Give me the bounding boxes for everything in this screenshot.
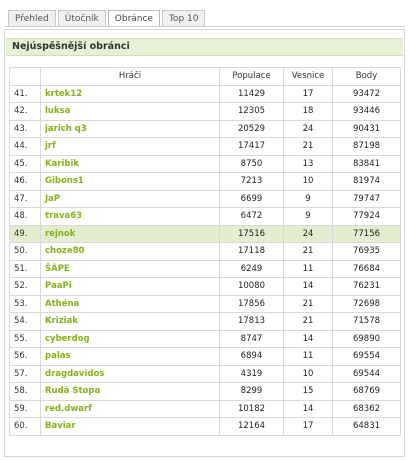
villages-cell: 10: [284, 173, 333, 191]
player-link[interactable]: Karibik: [41, 155, 220, 173]
player-link[interactable]: jrf: [41, 138, 220, 156]
population-cell: 7213: [220, 173, 284, 191]
villages-cell: 14: [284, 278, 333, 296]
points-cell: 87198: [333, 138, 401, 156]
population-cell: 10080: [220, 278, 284, 296]
points-cell: 71578: [333, 313, 401, 331]
villages-cell: 17: [284, 85, 333, 103]
population-cell: 6699: [220, 190, 284, 208]
population-cell: 6472: [220, 208, 284, 226]
header-population: Populace: [220, 68, 284, 86]
population-cell: 12164: [220, 418, 284, 436]
rank-cell: 57.: [10, 365, 41, 383]
rank-cell: 49.: [10, 225, 41, 243]
tab-divider: [4, 26, 405, 27]
rank-cell: 48.: [10, 208, 41, 226]
villages-cell: 18: [284, 103, 333, 121]
player-link[interactable]: jarich q3: [41, 120, 220, 138]
points-cell: 76935: [333, 243, 401, 261]
table-row: [10, 330, 401, 348]
rank-cell: 44.: [10, 138, 41, 156]
villages-cell: 17: [284, 418, 333, 436]
villages-cell: 21: [284, 295, 333, 313]
rank-cell: 52.: [10, 278, 41, 296]
population-cell: 17813: [220, 313, 284, 331]
points-cell: 76231: [333, 278, 401, 296]
table-row: [10, 243, 401, 261]
table-row: [10, 85, 401, 103]
player-link[interactable]: choze80: [41, 243, 220, 261]
population-cell: 20529: [220, 120, 284, 138]
header-player: Hráči: [41, 68, 220, 86]
player-link[interactable]: luksa: [41, 103, 220, 121]
points-cell: 79747: [333, 190, 401, 208]
population-cell: 8750: [220, 155, 284, 173]
rank-cell: 55.: [10, 330, 41, 348]
villages-cell: 21: [284, 243, 333, 261]
points-cell: 69554: [333, 348, 401, 366]
rank-cell: 45.: [10, 155, 41, 173]
tab-prehled[interactable]: Přehled: [8, 10, 56, 26]
rank-cell: 43.: [10, 120, 41, 138]
player-link[interactable]: Gibons1: [41, 173, 220, 191]
player-link[interactable]: red.dwarf: [41, 400, 220, 418]
header-villages: Vesnice: [284, 68, 333, 86]
ranking-panel: [4, 29, 405, 457]
villages-cell: 11: [284, 260, 333, 278]
population-cell: 6249: [220, 260, 284, 278]
table-row: [10, 173, 401, 191]
villages-cell: 10: [284, 365, 333, 383]
villages-cell: 14: [284, 330, 333, 348]
population-cell: 11429: [220, 85, 284, 103]
table-row: [10, 295, 401, 313]
points-cell: 93446: [333, 103, 401, 121]
population-cell: 12305: [220, 103, 284, 121]
population-cell: 17118: [220, 243, 284, 261]
tab-obrance[interactable]: Obránce: [108, 10, 160, 27]
villages-cell: 13: [284, 155, 333, 173]
rank-cell: 51.: [10, 260, 41, 278]
rank-cell: 41.: [10, 85, 41, 103]
villages-cell: 9: [284, 190, 333, 208]
table-row: [10, 418, 401, 436]
header-points: Body: [333, 68, 401, 86]
points-cell: 77156: [333, 225, 401, 243]
rank-cell: 60.: [10, 418, 41, 436]
section-title: Nejúspěšnější obránci: [6, 38, 403, 56]
table-row: [10, 313, 401, 331]
points-cell: 93472: [333, 85, 401, 103]
table-row: [10, 155, 401, 173]
player-link[interactable]: rejnok: [41, 225, 220, 243]
villages-cell: 24: [284, 120, 333, 138]
villages-cell: 21: [284, 313, 333, 331]
table-row: [10, 103, 401, 121]
player-link[interactable]: dragdavidos: [41, 365, 220, 383]
rank-cell: 54.: [10, 313, 41, 331]
rank-cell: 46.: [10, 173, 41, 191]
table-row: [10, 348, 401, 366]
player-link[interactable]: Baviar: [41, 418, 220, 436]
points-cell: 90431: [333, 120, 401, 138]
player-link[interactable]: krtek12: [41, 85, 220, 103]
points-cell: 83841: [333, 155, 401, 173]
points-cell: 69890: [333, 330, 401, 348]
points-cell: 72698: [333, 295, 401, 313]
table-row: [10, 383, 401, 401]
tab-utocnik[interactable]: Útočník: [58, 10, 106, 26]
player-link[interactable]: PaaPi: [41, 278, 220, 296]
villages-cell: 14: [284, 400, 333, 418]
table-row: [10, 208, 401, 226]
table-row: [10, 400, 401, 418]
rank-cell: 59.: [10, 400, 41, 418]
points-cell: 81974: [333, 173, 401, 191]
table-row: [10, 138, 401, 156]
points-cell: 76684: [333, 260, 401, 278]
population-cell: 6894: [220, 348, 284, 366]
player-link[interactable]: Kriziak: [41, 313, 220, 331]
points-cell: 69544: [333, 365, 401, 383]
tab-top10[interactable]: Top 10: [162, 10, 206, 26]
villages-cell: 9: [284, 208, 333, 226]
tab-bar: [8, 10, 207, 27]
player-link[interactable]: cyberdog: [41, 330, 220, 348]
rank-cell: 47.: [10, 190, 41, 208]
population-cell: 17417: [220, 138, 284, 156]
population-cell: 8747: [220, 330, 284, 348]
table-row: [10, 190, 401, 208]
table-row: [10, 365, 401, 383]
villages-cell: 15: [284, 383, 333, 401]
rank-cell: 58.: [10, 383, 41, 401]
table-row: [10, 260, 401, 278]
population-cell: 17856: [220, 295, 284, 313]
player-link[interactable]: trava63: [41, 208, 220, 226]
player-link[interactable]: ŠÁPE: [41, 260, 220, 278]
rank-cell: 53.: [10, 295, 41, 313]
table-header-row: [10, 68, 401, 86]
defender-ranking-table: [9, 67, 401, 436]
population-cell: 4319: [220, 365, 284, 383]
player-link[interactable]: Athéna: [41, 295, 220, 313]
table-row: [10, 278, 401, 296]
rank-cell: 56.: [10, 348, 41, 366]
villages-cell: 21: [284, 138, 333, 156]
population-cell: 8299: [220, 383, 284, 401]
table-row: [10, 120, 401, 138]
villages-cell: 11: [284, 348, 333, 366]
player-link[interactable]: Rudá Stopa: [41, 383, 220, 401]
villages-cell: 24: [284, 225, 333, 243]
points-cell: 68769: [333, 383, 401, 401]
population-cell: 10182: [220, 400, 284, 418]
points-cell: 77924: [333, 208, 401, 226]
player-link[interactable]: palas: [41, 348, 220, 366]
rank-cell: 50.: [10, 243, 41, 261]
header-rank: [10, 68, 41, 86]
player-link[interactable]: JaP: [41, 190, 220, 208]
points-cell: 64831: [333, 418, 401, 436]
table-row: [10, 225, 401, 243]
rank-cell: 42.: [10, 103, 41, 121]
points-cell: 68362: [333, 400, 401, 418]
population-cell: 17516: [220, 225, 284, 243]
